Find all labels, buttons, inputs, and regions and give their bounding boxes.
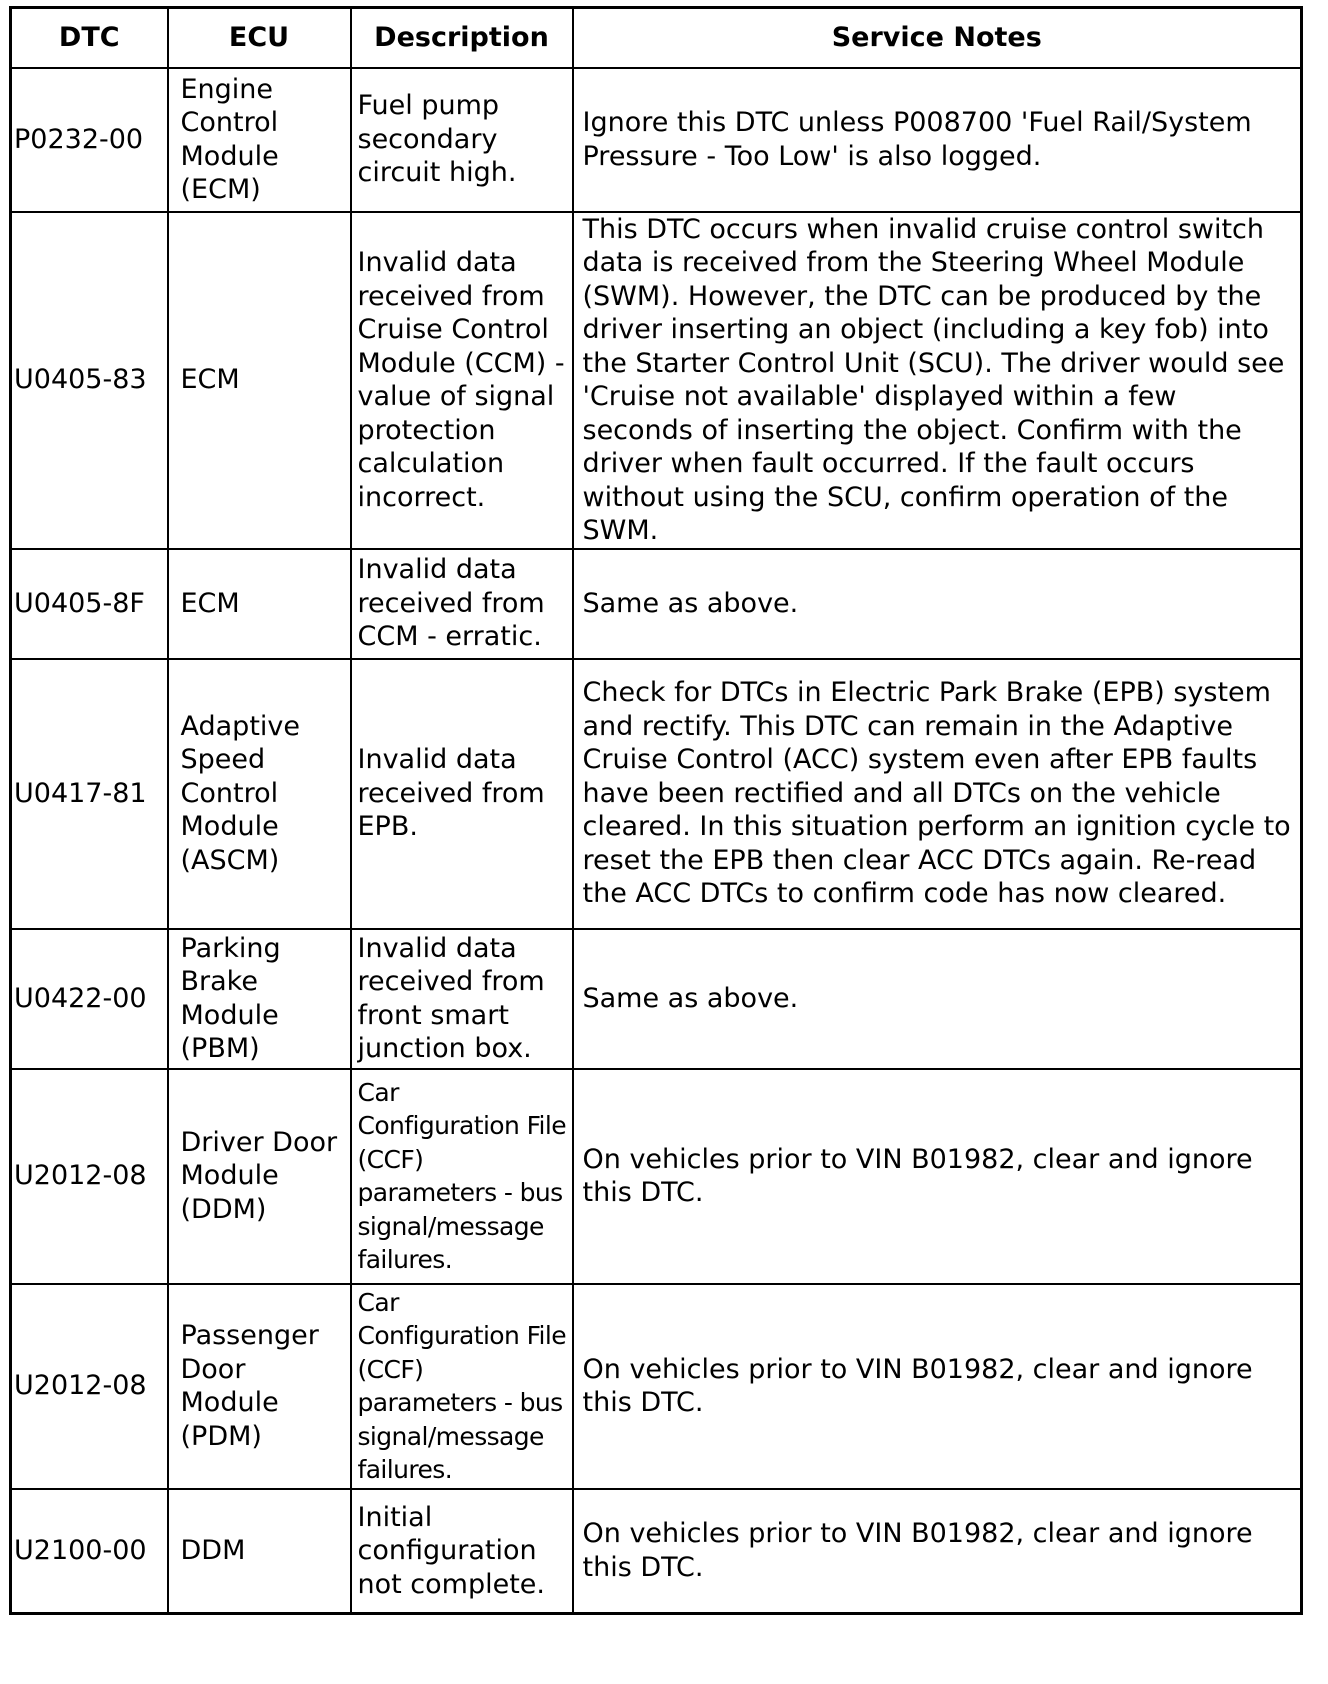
- dtc-description: Initial configuration not complete.: [351, 1489, 573, 1614]
- service-note: Same as above.: [573, 549, 1302, 659]
- dtc-description: Fuel pump secondary circuit high.: [351, 68, 573, 212]
- service-note: On vehicles prior to VIN B01982, clear and ignore this DTC.: [573, 1284, 1302, 1489]
- table-row: [11, 68, 1302, 212]
- ecu-name: Passenger Door Module (PDM): [168, 1284, 351, 1489]
- header-ecu: ECU: [168, 8, 351, 68]
- dtc-description: Invalid data received from EPB.: [351, 659, 573, 929]
- ecu-name: DDM: [168, 1489, 351, 1614]
- service-note: This DTC occurs when invalid cruise control switch data is received from the Steering Wheel Module (SWM). However, the DTC can be produced by the driver inserting an object (including a key fob) into the Starter Control Unit (SCU). The driver would see 'Cruise not available' displayed within a few seconds of inserting the object. Confirm with the driver when fault occurred. If the fault occurs without using the SCU, confirm operation of the SWM.: [573, 212, 1302, 549]
- dtc-code: U2100-00: [11, 1489, 168, 1614]
- dtc-service-table: [9, 6, 1303, 1615]
- dtc-code: P0232-00: [11, 68, 168, 212]
- table-body: [11, 68, 1302, 1614]
- ecu-name: Engine Control Module (ECM): [168, 68, 351, 212]
- dtc-description: Car Configuration File (CCF) parameters - bus signal/message failures.: [351, 1069, 573, 1284]
- table-row: [11, 1489, 1302, 1614]
- dtc-code: U2012-08: [11, 1284, 168, 1489]
- header-row: [11, 8, 1302, 68]
- table-row: [11, 212, 1302, 549]
- dtc-description: Car Configuration File (CCF) parameters - bus signal/message failures.: [351, 1284, 573, 1489]
- table-row: [11, 1284, 1302, 1489]
- header-dtc: DTC: [11, 8, 168, 68]
- table-row: [11, 929, 1302, 1069]
- table-row: [11, 659, 1302, 929]
- ecu-name: ECM: [168, 549, 351, 659]
- dtc-code: U0405-8F: [11, 549, 168, 659]
- service-note: Same as above.: [573, 929, 1302, 1069]
- service-note: On vehicles prior to VIN B01982, clear and ignore this DTC.: [573, 1069, 1302, 1284]
- table-row: [11, 549, 1302, 659]
- service-note: On vehicles prior to VIN B01982, clear and ignore this DTC.: [573, 1489, 1302, 1614]
- header-service-notes: Service Notes: [573, 8, 1302, 68]
- dtc-description: Invalid data received from Cruise Control Module (CCM) - value of signal protection calculation incorrect.: [351, 212, 573, 549]
- ecu-name: Adaptive Speed Control Module (ASCM): [168, 659, 351, 929]
- dtc-code: U2012-08: [11, 1069, 168, 1284]
- dtc-description: Invalid data received from CCM - erratic.: [351, 549, 573, 659]
- table-row: [11, 1069, 1302, 1284]
- dtc-code: U0422-00: [11, 929, 168, 1069]
- dtc-code: U0417-81: [11, 659, 168, 929]
- dtc-code: U0405-83: [11, 212, 168, 549]
- ecu-name: ECM: [168, 212, 351, 549]
- ecu-name: Driver Door Module (DDM): [168, 1069, 351, 1284]
- service-note: Check for DTCs in Electric Park Brake (EPB) system and rectify. This DTC can remain in the Adaptive Cruise Control (ACC) system even after EPB faults have been rectified and all DTCs on the vehicle cleared. In this situation perform an ignition cycle to reset the EPB then clear ACC DTCs again. Re-read the ACC DTCs to confirm code has now cleared.: [573, 659, 1302, 929]
- header-description: Description: [351, 8, 573, 68]
- dtc-description: Invalid data received from front smart junction box.: [351, 929, 573, 1069]
- table-header: [11, 8, 1302, 68]
- service-note: Ignore this DTC unless P008700 'Fuel Rail/System Pressure - Too Low' is also logged.: [573, 68, 1302, 212]
- ecu-name: Parking Brake Module (PBM): [168, 929, 351, 1069]
